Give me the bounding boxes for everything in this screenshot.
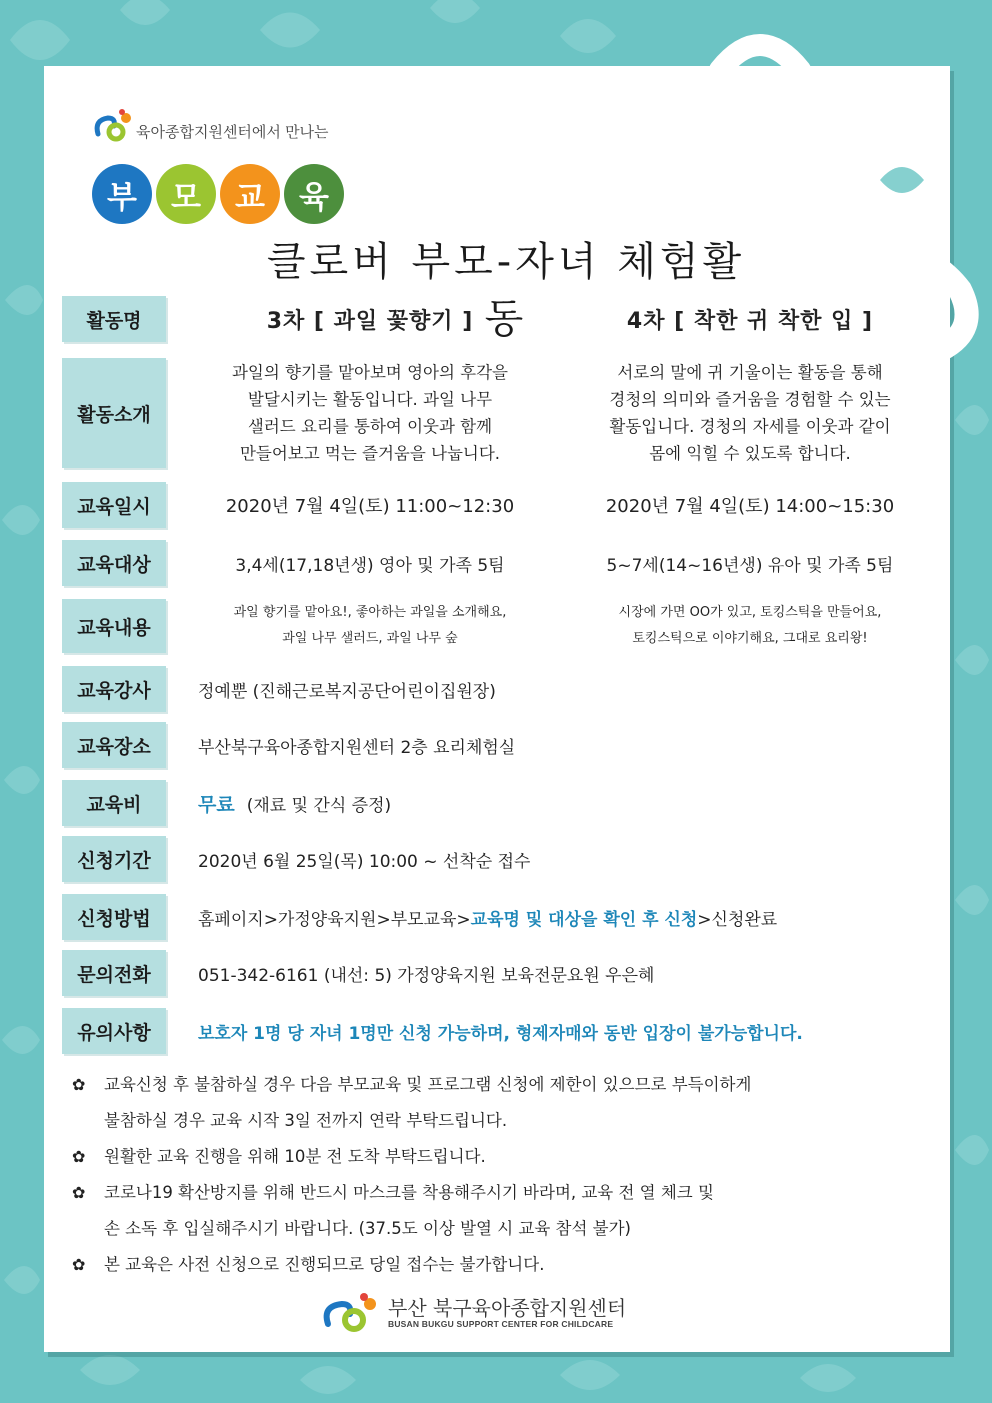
program-4-content: [560, 599, 940, 653]
label-date: 교육일시: [62, 482, 166, 528]
content-line: 시장에 가면 OO가 있고, 토킹스틱을 만들어요,: [618, 605, 882, 620]
program-3-content: [180, 599, 560, 653]
notes-list: [72, 1067, 932, 1283]
note-item: [72, 1175, 932, 1247]
apply-method-prefix: 홈페이지>가정양육지원>부모교육>: [198, 909, 471, 930]
program-4-date: 2020년 7월 4일(토) 14:00~15:30: [605, 496, 895, 517]
footer-brand: [320, 1290, 626, 1336]
note-item: [72, 1247, 932, 1283]
apply-period-value: 2020년 6월 25일(목) 10:00 ~ 선착순 접수: [198, 851, 531, 872]
location-value: 부산북구육아종합지원센터 2층 요리체험실: [198, 737, 516, 758]
content-line: 과일 향기를 맡아요!, 좋아하는 과일을 소개해요,: [233, 605, 507, 620]
center-logo-icon: [92, 106, 134, 148]
intro-line: 활동입니다. 경청의 자세를 이웃과 같이: [609, 417, 891, 436]
label-activity-name: 활동명: [62, 296, 166, 342]
parent-education-badges: [92, 164, 344, 224]
label-contact: 문의전화: [62, 950, 166, 996]
intro-line: 서로의 말에 귀 기울이는 활동을 통해: [617, 363, 883, 382]
footer-center-name: 부산 북구육아종합지원센터: [388, 1296, 627, 1320]
note-item: [72, 1139, 932, 1175]
intro-line: 몸에 익힐 수 있도록 합니다.: [649, 444, 851, 463]
program-4-intro: [560, 358, 940, 468]
contact-value: 051-342-6161 (내선: 5) 가정양육지원 보육전문요원 우은혜: [198, 965, 655, 986]
note-line: 코로나19 확산방지를 위해 반드시 마스크를 착용해주시기 바라며, 교육 전 열 체크 및: [104, 1183, 714, 1202]
label-fee: 교육비: [62, 780, 166, 826]
intro-line: 과일의 향기를 맡아보며 영아의 후각을: [231, 363, 508, 382]
fee-highlight: 무료: [198, 793, 235, 816]
apply-method-suffix: >신청완료: [697, 909, 778, 930]
program-3-name: 3차 [ 과일 꽃향기 ]: [266, 308, 474, 334]
brand-header: [92, 104, 329, 150]
program-3-intro: [180, 358, 560, 468]
flower-bullet-icon: ✿: [72, 1183, 86, 1202]
program-4-target: 5~7세(14~16년생) 유아 및 가족 5팀: [606, 555, 894, 576]
instructor-value: 정예뿐 (진해근로복지공단어린이집원장): [198, 681, 496, 702]
flower-bullet-icon: ✿: [72, 1075, 86, 1094]
header-subtitle: 육아종합지원센터에서 만나는: [136, 123, 329, 141]
note-line: 본 교육은 사전 신청으로 진행되므로 당일 접수는 불가합니다.: [104, 1255, 545, 1274]
content-line: 과일 나무 샐러드, 과일 나무 숲: [282, 631, 458, 646]
fee-value: [198, 780, 898, 826]
label-caution: 유의사항: [62, 1008, 166, 1054]
program-4-name: 4차 [ 착한 귀 착한 입 ]: [626, 308, 874, 334]
note-line: 원활한 교육 진행을 위해 10분 전 도착 부탁드립니다.: [104, 1147, 486, 1166]
label-location: 교육장소: [62, 722, 166, 768]
apply-method-value: [198, 894, 928, 940]
program-3-date: 2020년 7월 4일(토) 11:00~12:30: [225, 496, 515, 517]
label-activity-intro: 활동소개: [62, 358, 166, 468]
label-instructor: 교육강사: [62, 666, 166, 712]
badge-circle-1: 부: [92, 164, 152, 224]
flower-bullet-icon: ✿: [72, 1255, 86, 1274]
program-3-target: 3,4세(17,18년생) 영아 및 가족 5팀: [235, 555, 505, 576]
center-logo-icon: [320, 1290, 382, 1336]
apply-method-highlight: 교육명 및 대상을 확인 후 신청: [470, 909, 698, 930]
note-line: 손 소독 후 입실해주시기 바랍니다. (37.5도 이상 발열 시 교육 참석 불가): [104, 1219, 631, 1238]
intro-line: 발달시키는 활동입니다. 과일 나무: [247, 390, 493, 409]
label-apply-method: 신청방법: [62, 894, 166, 940]
note-line: 불참하실 경우 교육 시작 3일 전까지 연락 부탁드립니다.: [104, 1111, 508, 1130]
badge-circle-3: 교: [220, 164, 280, 224]
page-title: 클로버 부모-자녀 체험활동: [266, 239, 746, 342]
flower-bullet-icon: ✿: [72, 1147, 86, 1166]
caution-value: 보호자 1명 당 자녀 1명만 신청 가능하며, 형제자매와 동반 입장이 불가능합니다.: [198, 1023, 803, 1044]
note-line: 교육신청 후 불참하실 경우 다음 부모교육 및 프로그램 신청에 제한이 있으므로 부득이하게: [104, 1075, 752, 1094]
label-apply-period: 신청기간: [62, 836, 166, 882]
fee-note: (재료 및 간식 증정): [246, 795, 392, 816]
footer-center-english: BUSAN BUKGU SUPPORT CENTER FOR CHILDCARE: [388, 1319, 614, 1329]
intro-line: 샐러드 요리를 통하여 이웃과 함께: [247, 417, 493, 436]
intro-line: 만들어보고 먹는 즐거움을 나눕니다.: [239, 444, 501, 463]
badge-circle-4: 육: [284, 164, 344, 224]
content-line: 토킹스틱으로 이야기해요, 그대로 요리왕!: [632, 631, 868, 646]
label-target: 교육대상: [62, 540, 166, 586]
label-content: 교육내용: [62, 599, 166, 653]
intro-line: 경청의 의미와 즐거움을 경험할 수 있는: [609, 390, 891, 409]
note-item: [72, 1067, 932, 1139]
badge-circle-2: 모: [156, 164, 216, 224]
